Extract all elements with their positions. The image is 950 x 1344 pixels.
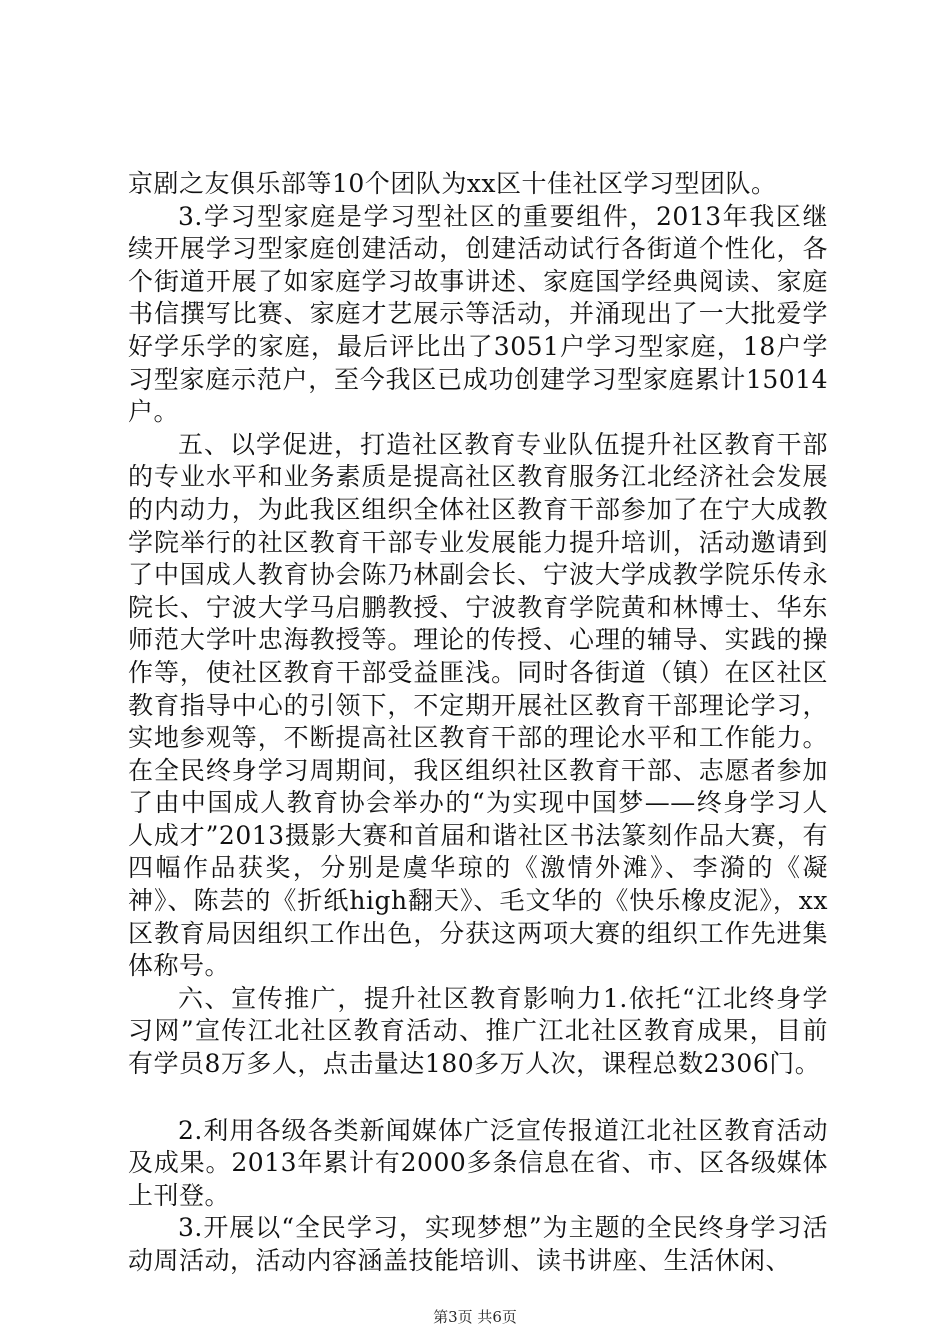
page-number-footer: 第3页 共6页: [433, 1308, 517, 1326]
document-body: [128, 168, 828, 1278]
paragraph-gap: [128, 1081, 828, 1115]
paragraph-6: 3.开展以“全民学习，实现梦想”为主题的全民终身学习活动周活动，活动内容涵盖技能培训、读书讲座、生活休闲、: [128, 1213, 828, 1275]
paragraph-5: 2.利用各级各类新闻媒体广泛宣传报道江北社区教育活动及成果。2013年累计有2000多条信息在省、市、区各级媒体上刊登。: [128, 1115, 828, 1210]
paragraph-2: 3.学习型家庭是学习型社区的重要组件，2013年我区继续开展学习型家庭创建活动，创建活动试行各街道个性化，各个街道开展了如家庭学习故事讲述、家庭国学经典阅读、家庭书信撰写比赛、家庭才艺展示等活动，并涌现出了一大批爱学好学乐学的家庭，最后评比出了3051户学习型家庭，18户学习型家庭示范户，至今我区已成功创建学习型家庭累计15014户。: [128, 201, 828, 427]
paragraph-4: 六、宣传推广，提升社区教育影响力1.依托“江北终身学习网”宣传江北社区教育活动、推广江北社区教育成果，目前有学员8万多人，点击量达180多万人次，课程总数2306门。: [128, 983, 828, 1079]
paragraph-3: 五、以学促进，打造社区教育专业队伍提升社区教育干部的专业水平和业务素质是提高社区教育服务江北经济社会发展的内动力，为此我区组织全体社区教育干部参加了在宁大成教学院举行的社区教育干部专业发展能力提升培训，活动邀请到了中国成人教育协会陈乃林副会长、宁波大学成教学院乐传永院长、宁波大学马启鹏教授、宁波教育学院黄和林博士、华东师范大学叶忠海教授等。理论的传授、心理的辅导、实践的操作等，使社区教育干部受益匪浅。同时各街道（镇）在区社区教育指导中心的引领下，不定期开展社区教育干部理论学习，实地参观等，不断提高社区教育干部的理论水平和工作能力。在全民终身学习周期间，我区组织社区教育干部、志愿者参加了由中国成人教育协会举办的“为实现中国梦——终身学习人人成才”2013摄影大赛和首届和谐社区书法篆刻作品大赛，有四幅作品获奖，分别是虞华琼的《激情外滩》、李漪的《凝神》、陈芸的《折纸high翻天》、毛文华的《快乐橡皮泥》，xx区教育局因组织工作出色，分获这两项大赛的组织工作先进集体称号。: [128, 429, 828, 981]
paragraph-1: 京剧之友俱乐部等10个团队为xx区十佳社区学习型团队。: [128, 169, 777, 198]
